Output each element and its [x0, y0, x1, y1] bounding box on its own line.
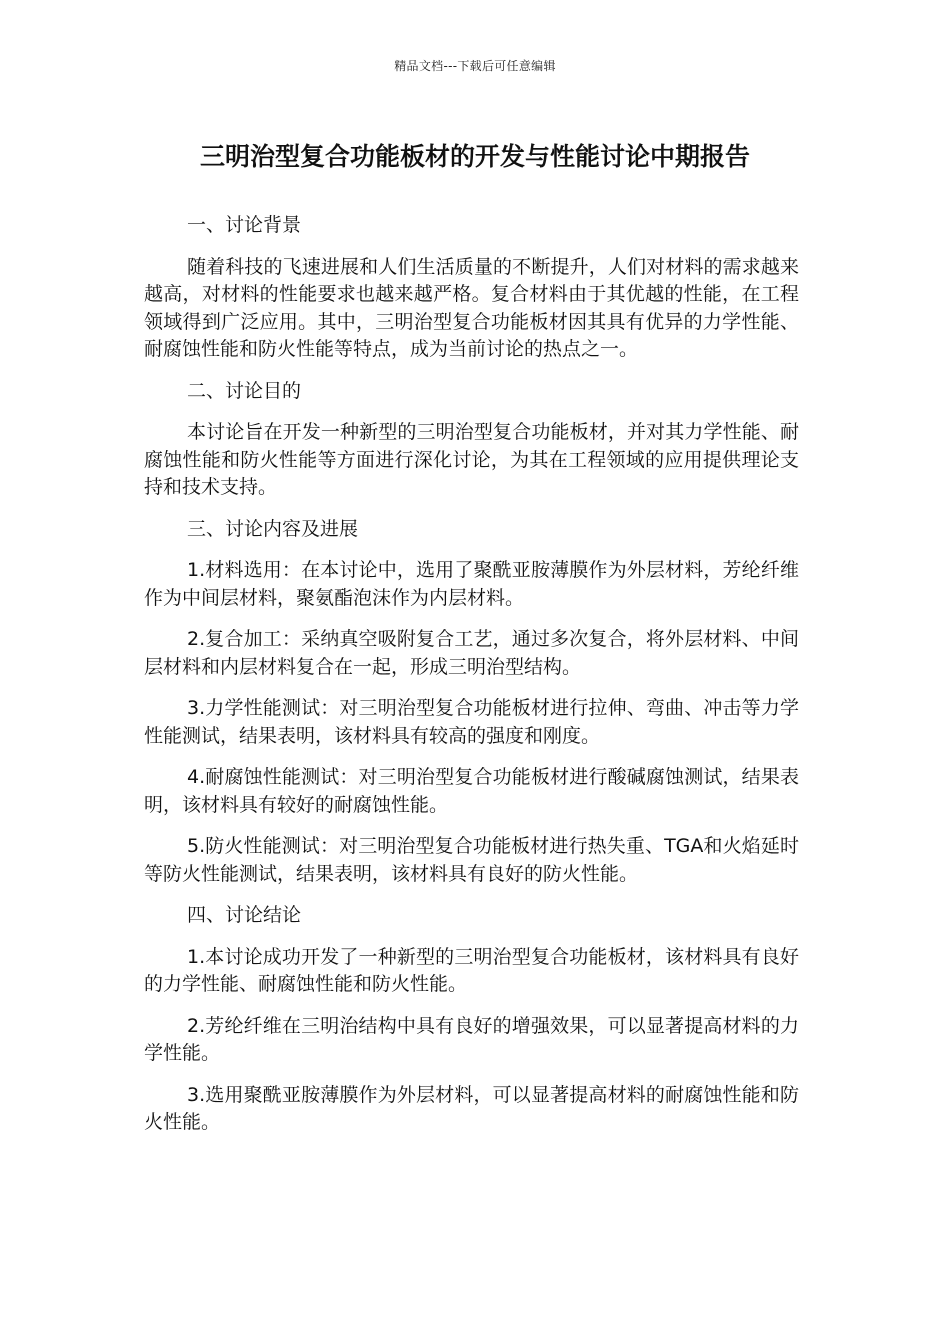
document-title: 三明治型复合功能板材的开发与性能讨论中期报告 — [199, 142, 750, 171]
section-heading: 四、讨论结论 — [187, 904, 302, 926]
paragraph: 4.耐腐蚀性能测试：对三明治型复合功能板材进行酸碱腐蚀测试，结果表明，该材料具有较好的耐腐蚀性能。 — [144, 766, 799, 816]
page-header-note: 精品文档---下载后可任意编辑 — [394, 59, 556, 73]
document-body — [144, 212, 799, 1151]
section-heading: 三、讨论内容及进展 — [187, 517, 359, 540]
section-heading: 一、讨论背景 — [187, 214, 302, 236]
paragraph: 随着科技的飞速进展和人们生活质量的不断提升，人们对材料的需求越来越高，对材料的性能要求也越来越严格。复合材料由于其优越的性能，在工程领域得到广泛应用。其中，三明治型复合功能板材因其具有优异的力学性能、耐腐蚀性能和防火性能等特点，成为当前讨论的热点之一。 — [144, 255, 799, 360]
paragraph: 3.力学性能测试：对三明治型复合功能板材进行拉伸、弯曲、冲击等力学性能测试，结果表明，该材料具有较高的强度和刚度。 — [144, 697, 799, 747]
paragraph: 1.本讨论成功开发了一种新型的三明治型复合功能板材，该材料具有良好的力学性能、耐腐蚀性能和防火性能。 — [144, 945, 799, 995]
paragraph: 3.选用聚酰亚胺薄膜作为外层材料，可以显著提高材料的耐腐蚀性能和防火性能。 — [144, 1083, 799, 1133]
paragraph: 2.复合加工：采纳真空吸附复合工艺，通过多次复合，将外层材料、中间层材料和内层材料复合在一起，形成三明治型结构。 — [144, 628, 799, 678]
paragraph: 本讨论旨在开发一种新型的三明治型复合功能板材，并对其力学性能、耐腐蚀性能和防火性能等方面进行深化讨论，为其在工程领域的应用提供理论支持和技术支持。 — [144, 421, 799, 498]
paragraph: 2.芳纶纤维在三明治结构中具有良好的增强效果，可以显著提高材料的力学性能。 — [144, 1014, 799, 1064]
section-heading: 二、讨论目的 — [187, 379, 302, 402]
paragraph: 1.材料选用：在本讨论中，选用了聚酰亚胺薄膜作为外层材料，芳纶纤维作为中间层材料，聚氨酯泡沫作为内层材料。 — [144, 559, 799, 609]
paragraph: 5.防火性能测试：对三明治型复合功能板材进行热失重、TGA和火焰延时等防火性能测试，结果表明，该材料具有良好的防火性能。 — [144, 835, 799, 885]
